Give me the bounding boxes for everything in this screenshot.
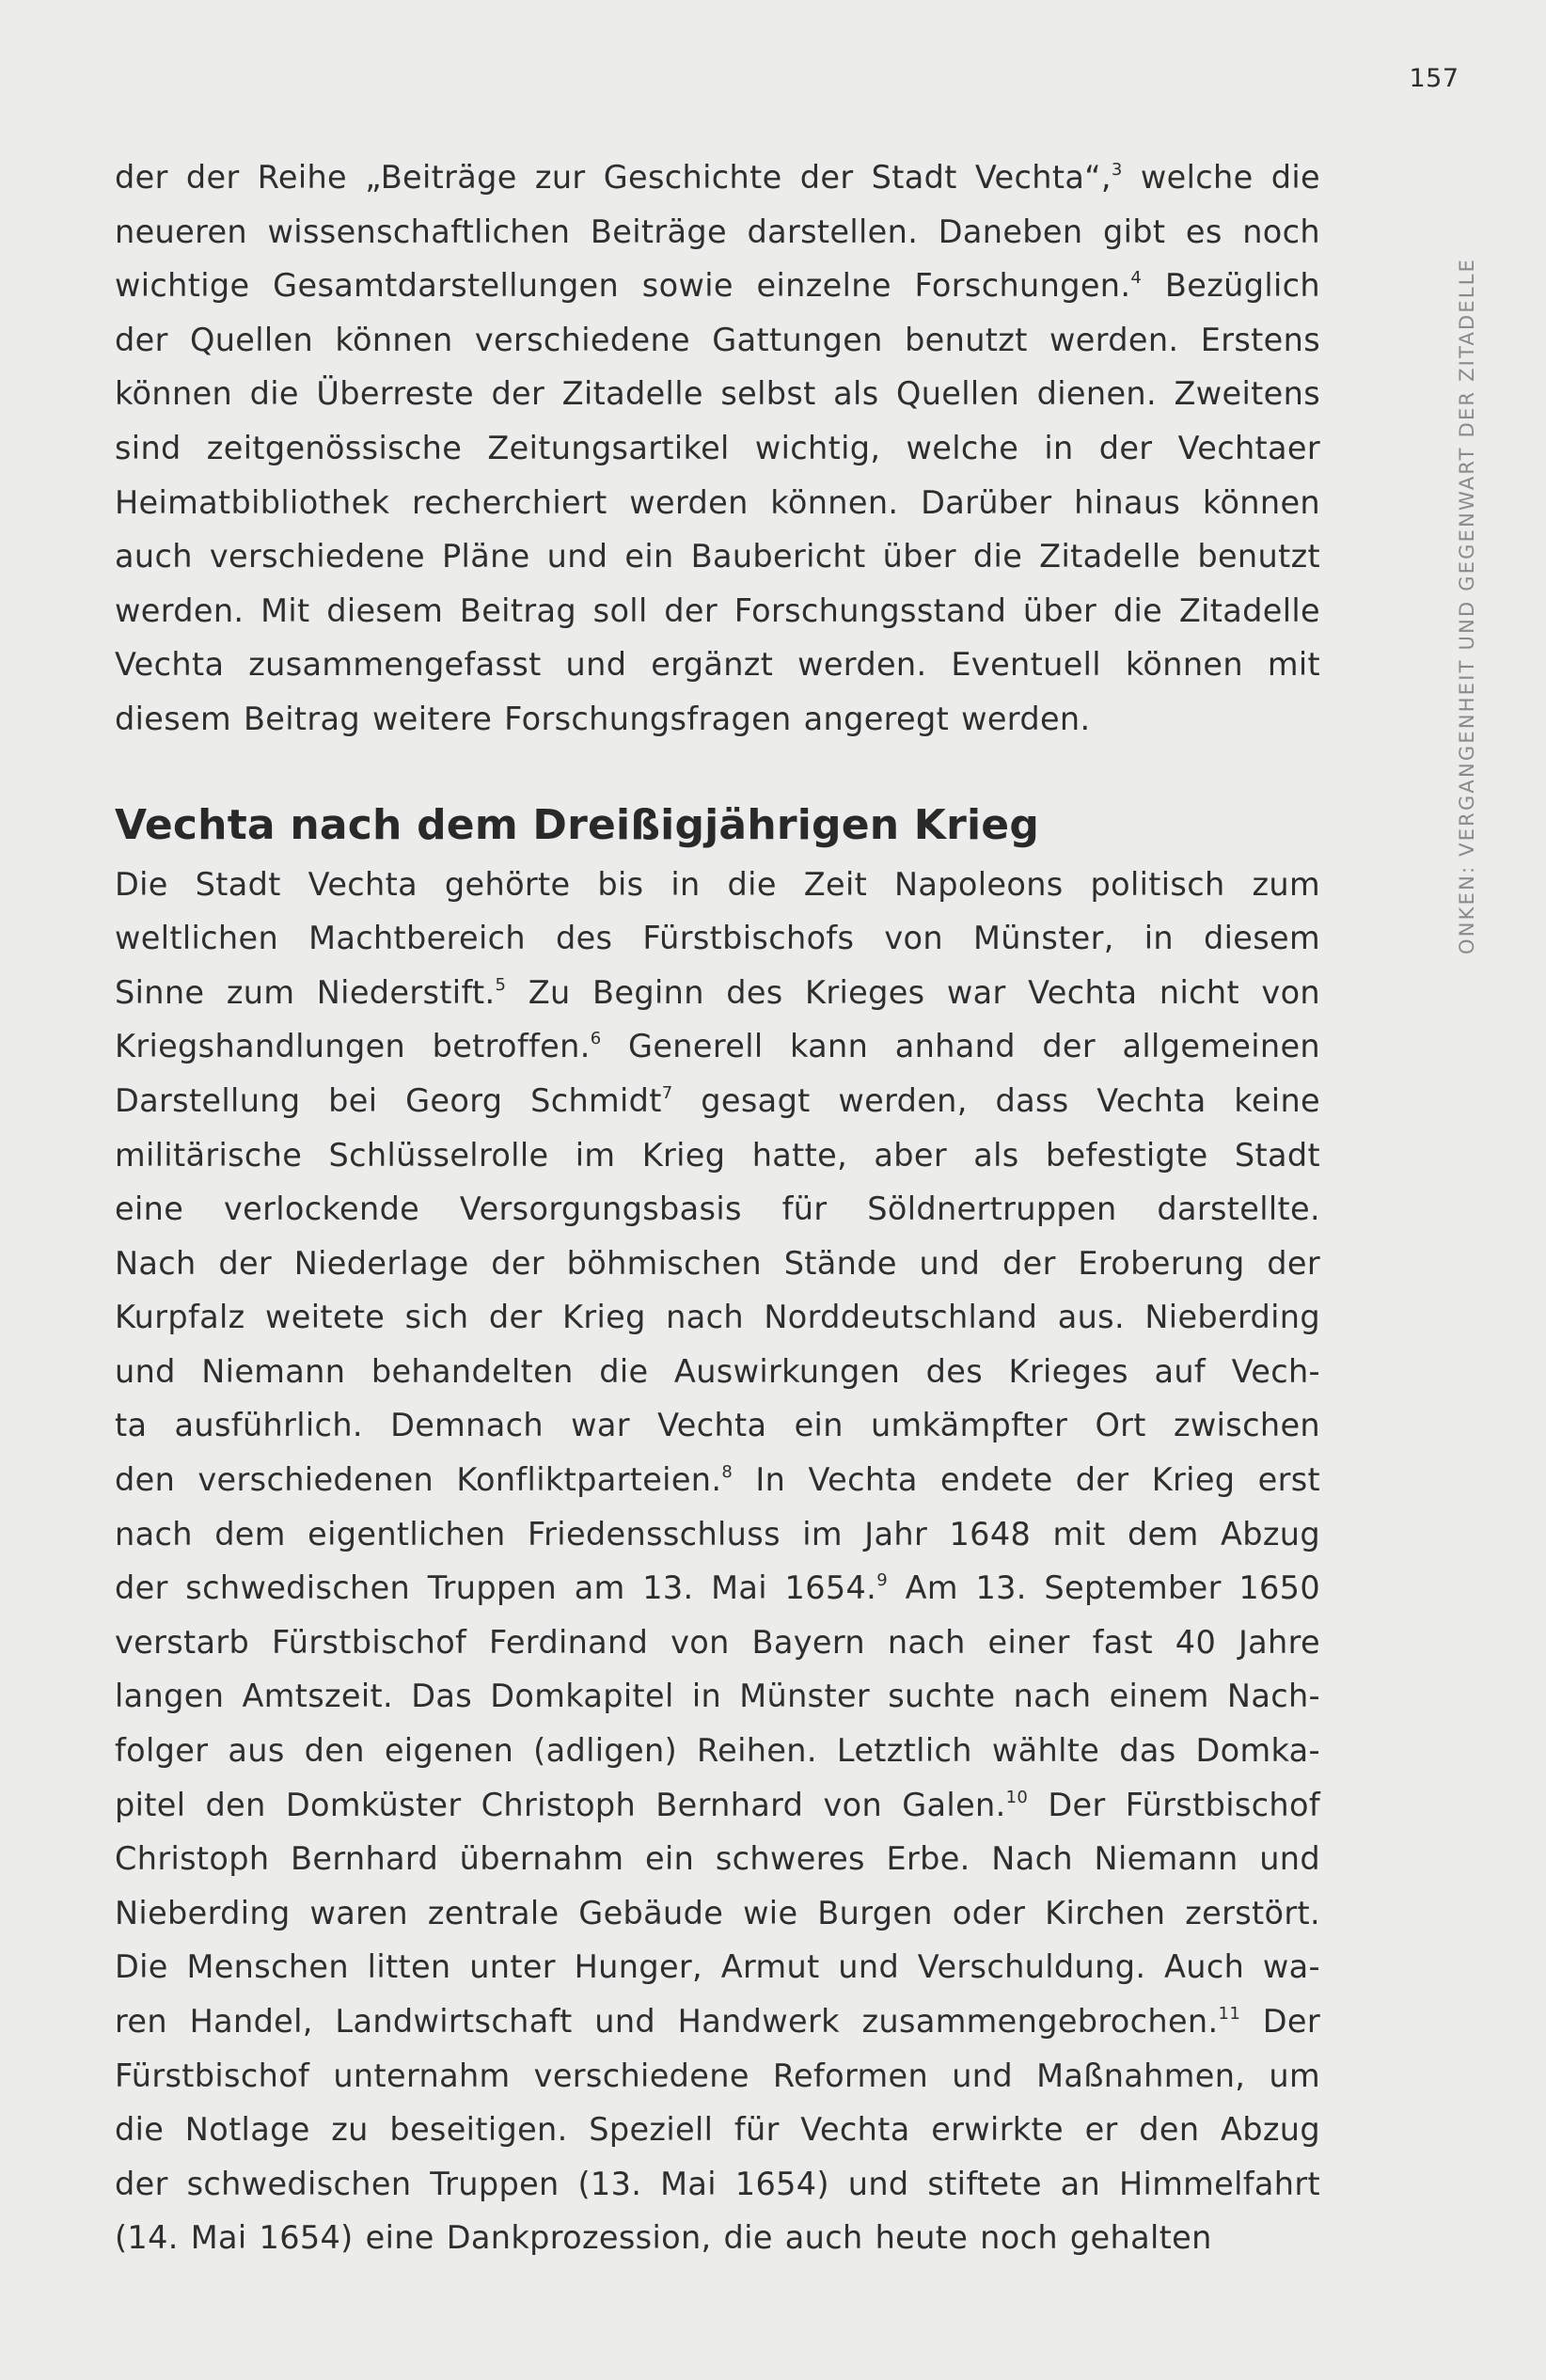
text-line	[115, 2157, 1320, 2212]
text-line	[115, 1507, 1320, 1562]
line-text: auch verschiedene Pläne und ein Baubericht über die Zitadelle benutzt	[115, 538, 1320, 575]
line-text: Bezüglich	[1142, 267, 1320, 305]
paragraph	[115, 150, 1320, 747]
text-line	[115, 1453, 1320, 1507]
text-line	[115, 638, 1320, 692]
line-text: Die Menschen litten unter Hunger, Armut und Verschuldung. Auch wa-	[115, 1948, 1320, 1986]
line-text: Generell kann anhand der allgemeinen	[601, 1028, 1321, 1065]
text-line	[115, 150, 1320, 205]
text-line	[115, 259, 1320, 313]
line-text: Zu Beginn des Krieges war Vechta nicht von	[506, 973, 1320, 1011]
line-text: pitel den Domküster Christoph Bernhard von Galen.	[115, 1786, 1006, 1823]
line-text: der schwedischen Truppen (13. Mai 1654) und stiftete an Himmelfahrt	[115, 2165, 1320, 2202]
line-text: Heimatbibliothek recherchiert werden können. Darüber hinaus können	[115, 483, 1320, 521]
line-text: sind zeitgenössische Zeitungsartikel wichtig, welche in der Vechtaer	[115, 429, 1320, 466]
line-text: der Quellen können verschiedene Gattungen benutzt werden. Erstens	[115, 321, 1320, 358]
line-text: Vechta zusammengefasst und ergänzt werden. Eventuell können mit	[115, 646, 1320, 684]
text-line	[115, 367, 1320, 421]
line-text: Darstellung bei Georg Schmidt	[115, 1081, 662, 1119]
line-text: werden. Mit diesem Beitrag soll der Forschungsstand über die Zitadelle	[115, 591, 1320, 629]
text-line	[115, 1994, 1320, 2049]
text-line	[115, 2049, 1320, 2104]
text-line	[115, 1832, 1320, 1886]
line-text: ta ausführlich. Demnach war Vechta ein umkämpfter Ort zwischen	[115, 1407, 1320, 1444]
footnote-marker: 10	[1005, 1787, 1029, 1807]
text-line	[115, 2211, 1320, 2265]
footnote-marker: 7	[661, 1082, 673, 1103]
line-text: Kurpfalz weitete sich der Krieg nach Norddeutschland aus. Nieberding	[115, 1299, 1320, 1336]
line-text: Der	[1240, 2003, 1320, 2040]
line-text: Der Fürstbischof	[1028, 1786, 1320, 1823]
text-line	[115, 1398, 1320, 1453]
text-line	[115, 313, 1320, 368]
text-line	[115, 1074, 1320, 1128]
footnote-marker: 9	[876, 1570, 888, 1591]
text-line	[115, 2103, 1320, 2157]
text-line	[115, 1886, 1320, 1941]
text-line	[115, 529, 1320, 584]
page-number: 157	[1409, 64, 1459, 93]
text-line	[115, 205, 1320, 260]
line-text: langen Amtszeit. Das Domkapitel in Münster suchte nach einem Nach-	[115, 1678, 1320, 1715]
text-line	[115, 584, 1320, 638]
line-text: können die Überreste der Zitadelle selbst als Quellen dienen. Zweitens	[115, 375, 1320, 413]
footnote-marker: 6	[590, 1029, 602, 1049]
line-text: welche die	[1122, 159, 1320, 196]
text-line	[115, 1616, 1320, 1670]
running-head: ONKEN: VERGANGENHEIT UND GEGENWART DER ZITADELLE	[1456, 257, 1478, 954]
text-line	[115, 1290, 1320, 1345]
footnote-marker: 3	[1111, 160, 1123, 180]
line-text: neueren wissenschaftlichen Beiträge darstellen. Daneben gibt es noch	[115, 213, 1320, 250]
line-text: gesagt werden, dass Vechta keine	[672, 1081, 1321, 1119]
text-line	[115, 1128, 1320, 1183]
text-line	[115, 1182, 1320, 1237]
line-text: Kriegshandlungen betroffen.	[115, 1028, 591, 1065]
section-heading: Vechta nach dem Dreißigjährigen Krieg	[115, 800, 1040, 849]
text-line	[115, 966, 1320, 1020]
footnote-marker: 4	[1130, 268, 1143, 289]
text-line	[115, 1237, 1320, 1291]
line-text: In Vechta endete der Krieg erst	[733, 1461, 1320, 1499]
footnote-marker: 8	[721, 1462, 734, 1483]
line-text: die Notlage zu beseitigen. Speziell für Vechta erwirkte er den Abzug	[115, 2111, 1320, 2149]
text-line	[115, 911, 1320, 966]
footnote-marker: 5	[495, 974, 507, 995]
line-text: verstarb Fürstbischof Ferdinand von Bayern nach einer fast 40 Jahre	[115, 1623, 1320, 1661]
text-line	[115, 1724, 1320, 1778]
line-text: diesem Beitrag weitere Forschungsfragen angeregt werden.	[115, 700, 1091, 737]
line-text: Fürstbischof unternahm verschiedene Reformen und Maßnahmen, um	[115, 2057, 1320, 2094]
line-text: Am 13. September 1650	[888, 1569, 1320, 1607]
body-text	[115, 150, 1320, 2265]
text-line	[115, 1778, 1320, 1833]
text-line	[115, 1940, 1320, 1994]
line-text: den verschiedenen Konfliktparteien.	[115, 1461, 722, 1499]
text-line	[115, 692, 1320, 747]
text-line	[115, 1345, 1320, 1399]
line-text: (14. Mai 1654) eine Dankprozession, die auch heute noch gehalten	[115, 2219, 1212, 2257]
line-text: Die Stadt Vechta gehörte bis in die Zeit Napoleons politisch zum	[115, 865, 1320, 903]
line-text: Nach der Niederlage der böhmischen Stände und der Eroberung der	[115, 1244, 1320, 1282]
line-text: wichtige Gesamtdarstellungen sowie einzelne Forschungen.	[115, 267, 1131, 305]
line-text: der der Reihe „Beiträge zur Geschichte der Stadt Vechta“,	[115, 159, 1112, 196]
paragraph	[115, 858, 1320, 2265]
footnote-marker: 11	[1218, 2004, 1241, 2024]
line-text: ren Handel, Landwirtschaft und Handwerk zusammengebrochen.	[115, 2003, 1219, 2040]
line-text: eine verlockende Versorgungsbasis für Söldnertruppen darstellte.	[115, 1190, 1320, 1228]
line-text: Nieberding waren zentrale Gebäude wie Burgen oder Kirchen zerstört.	[115, 1894, 1320, 1931]
line-text: und Niemann behandelten die Auswirkungen des Krieges auf Vech-	[115, 1352, 1320, 1390]
line-text: der schwedischen Truppen am 13. Mai 1654.	[115, 1569, 877, 1607]
line-text: folger aus den eigenen (adligen) Reihen. Letztlich wählte das Domka-	[115, 1732, 1320, 1770]
line-text: Sinne zum Niederstift.	[115, 973, 496, 1011]
text-line	[115, 858, 1320, 912]
line-text: militärische Schlüsselrolle im Krieg hatte, aber als befestigte Stadt	[115, 1136, 1320, 1174]
text-line	[115, 421, 1320, 476]
text-line	[115, 476, 1320, 530]
line-text: Christoph Bernhard übernahm ein schweres Erbe. Nach Niemann und	[115, 1840, 1320, 1878]
line-text: nach dem eigentlichen Friedensschluss im Jahr 1648 mit dem Abzug	[115, 1515, 1320, 1553]
text-line	[115, 1019, 1320, 1074]
line-text: weltlichen Machtbereich des Fürstbischofs von Münster, in diesem	[115, 920, 1320, 957]
text-line	[115, 1561, 1320, 1616]
text-line	[115, 1669, 1320, 1724]
